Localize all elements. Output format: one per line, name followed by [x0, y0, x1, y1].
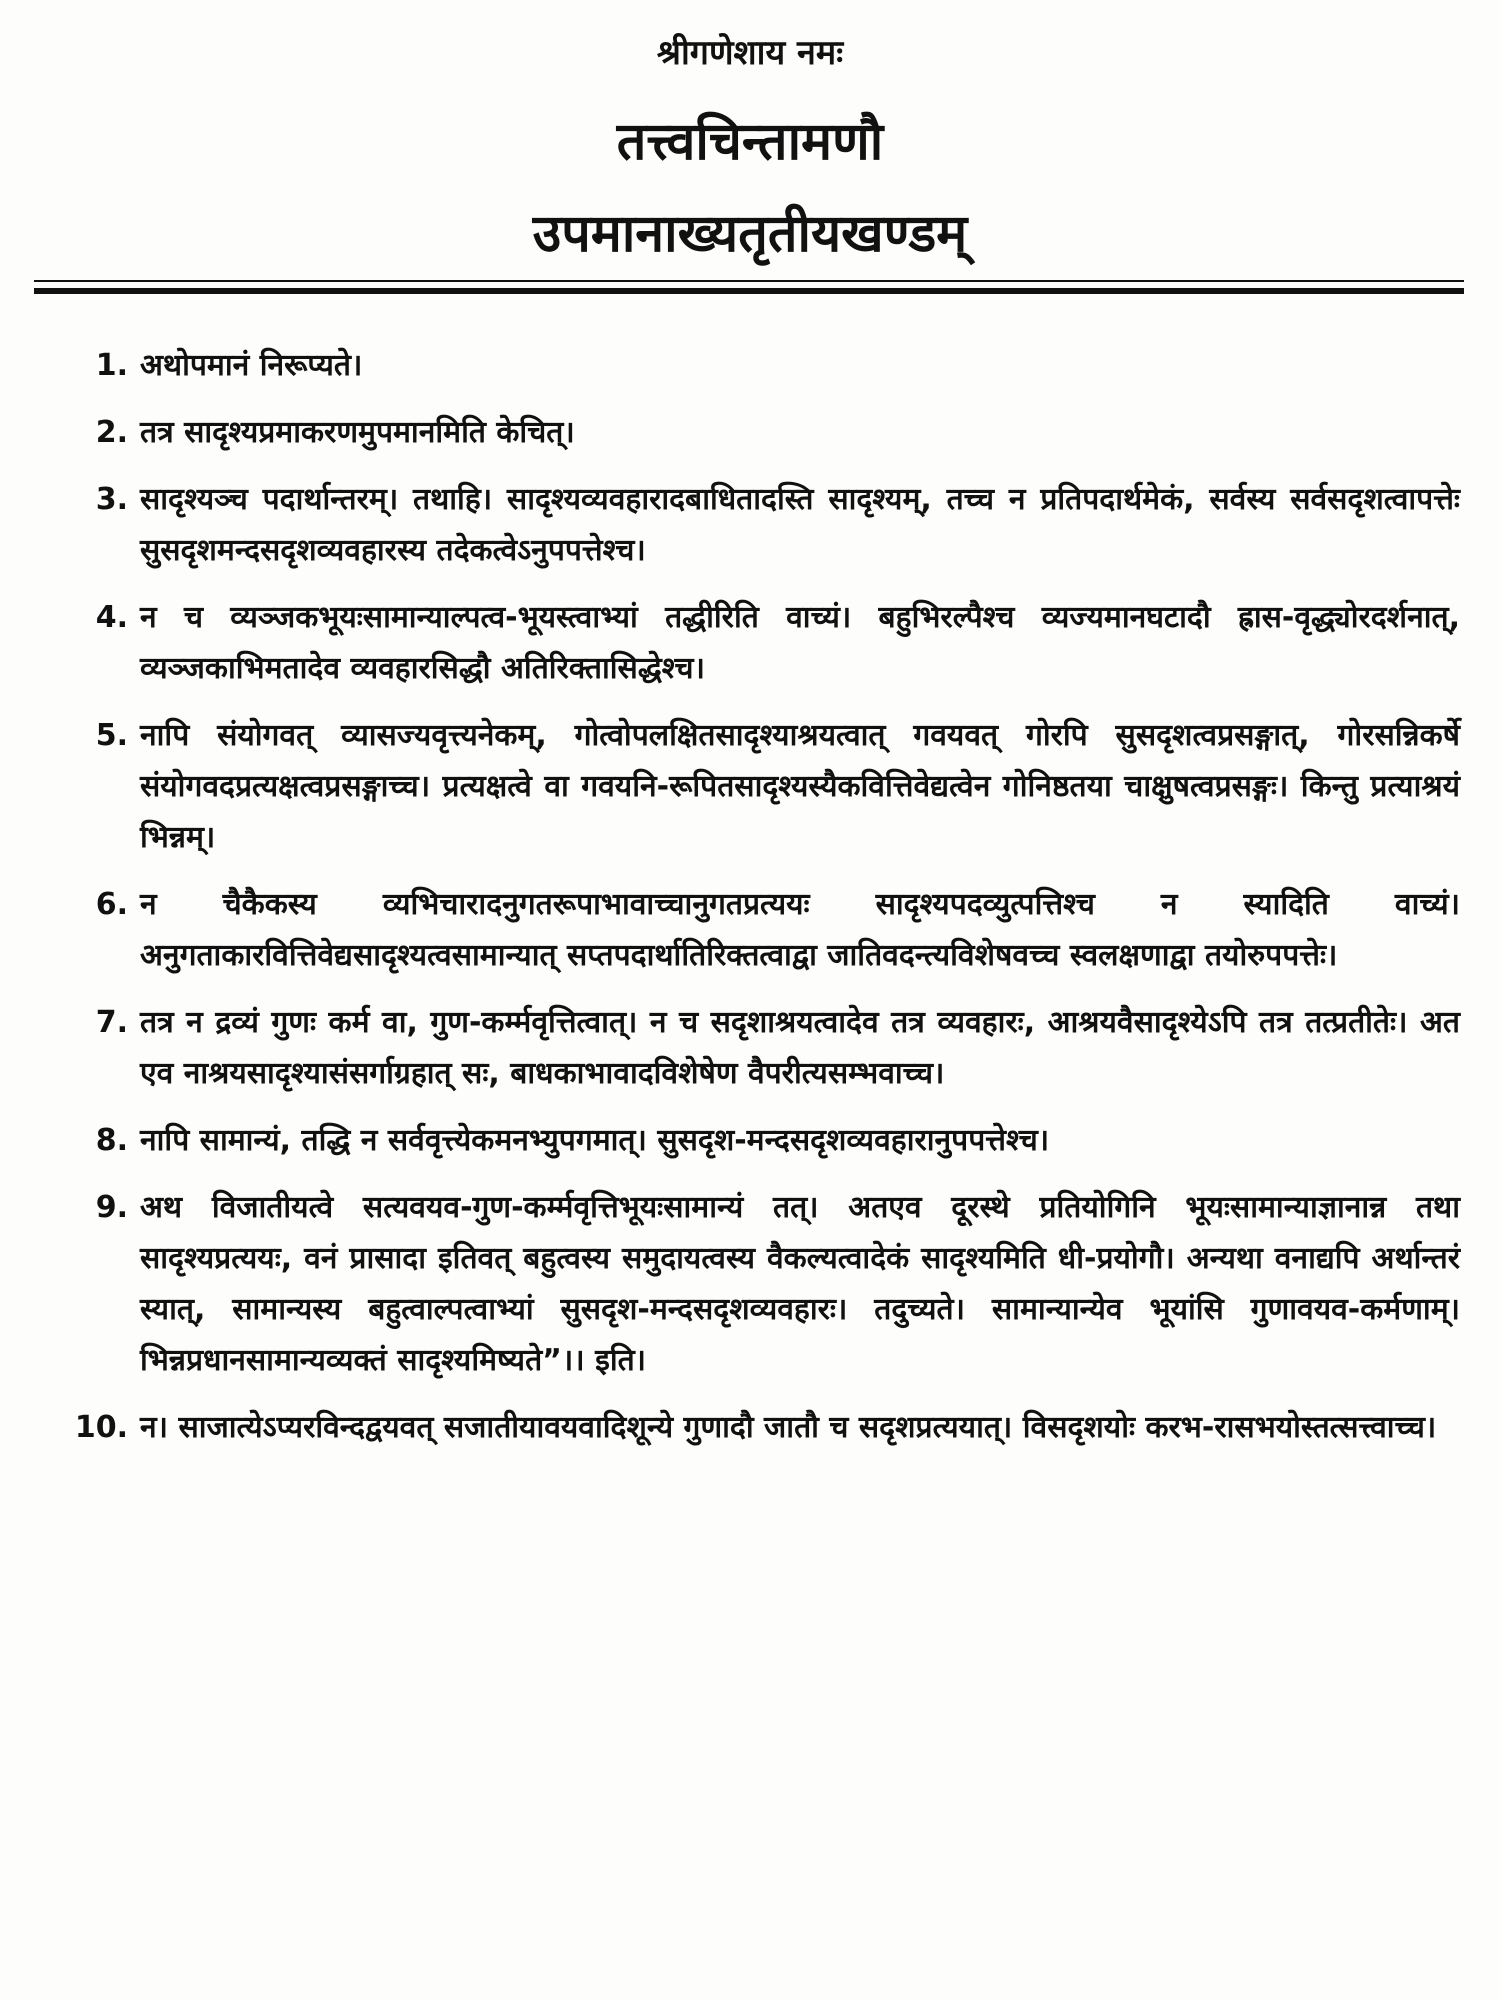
- verse-number: 4.: [95, 600, 128, 635]
- verse-text: तत्र न द्रव्यं गुणः कर्म वा, गुण-कर्म्मवृत्तित्वात्। न च सदृशाश्रयत्वादेव तत्र व्यवहारः, आश्रयवैसादृश्येऽपि तत्र तत्प्रतीतेः। अत एव नाश्रयसादृश्यासंसर्गाग्रहात् सः, बाधकाभावादविशेषेण वैपरीत्यसम्भवाच्च।: [140, 1005, 1460, 1091]
- page-subtitle: उपमानाख्यतृतीयखण्डम्: [532, 204, 968, 264]
- page-title: तत्त्वचिन्तामणौ: [616, 112, 884, 172]
- verse-4: [60, 592, 1460, 694]
- verse-1: [60, 340, 1460, 391]
- header-rule-thin: [34, 280, 1464, 282]
- verse-text: न च व्यञ्जकभूयःसामान्याल्पत्व-भूयस्त्वाभ्यां तद्धीरिति वाच्यं। बहुभिरल्पैश्च व्यज्यमानघटादौ ह्रास-वृद्ध्योरदर्शनात्, व्यञ्जकाभिमतादेव व्यवहारसिद्धौ अतिरिक्तासिद्धेश्च।: [140, 600, 1460, 686]
- verse-8: [60, 1115, 1460, 1166]
- header-rule-thick: [34, 288, 1464, 294]
- verse-text: तत्र सादृश्यप्रमाकरणमुपमानमिति केचित्।: [140, 415, 575, 450]
- verse-number: 2.: [95, 415, 128, 450]
- verse-number: 8.: [95, 1123, 128, 1158]
- verse-number: 10.: [74, 1410, 128, 1445]
- verse-number: 9.: [95, 1190, 128, 1225]
- verse-text: न। साजात्येऽप्यरविन्दद्वयवत् सजातीयावयवादिशून्ये गुणादौ जातौ च सदृशप्रत्ययात्। विसदृशयोः करभ-रासभयोस्तत्सत्त्वाच्च।: [140, 1410, 1437, 1445]
- verse-9: [60, 1182, 1460, 1386]
- verse-number: 3.: [95, 482, 128, 517]
- verse-7: [60, 997, 1460, 1099]
- verse-text: सादृश्यञ्च पदार्थान्तरम्। तथाहि। सादृश्यव्यवहारादबाधितादस्ति सादृश्यम्, तच्च न प्रतिपदार्थमेकं, सर्वस्य सर्वसदृशत्वापत्तेः सुसदृशमन्दसदृशव्यवहारस्य तदेकत्वेऽनुपपत्तेश्च।: [140, 482, 1460, 568]
- verse-text: न चैकैकस्य व्यभिचारादनुगतरूपाभावाच्चानुगतप्रत्ययः सादृश्यपदव्युत्पत्तिश्च न स्यादिति वाच्यं। अनुगताकारवित्तिवेद्यसादृश्यत्वसामान्यात् सप्तपदार्थातिरिक्तत्वाद्वा जातिवदन्त्यविशेषवच्च स्वलक्षणाद्वा तयोरुपपत्तेः।: [140, 887, 1460, 973]
- verse-2: [60, 407, 1460, 458]
- verse-number: 1.: [95, 348, 128, 383]
- verse-text: अथ विजातीयत्वे सत्यवयव-गुण-कर्म्मवृत्तिभूयःसामान्यं तत्। अतएव दूरस्थे प्रतियोगिनि भूयःसामान्याज्ञानान्न तथा सादृश्यप्रत्ययः, वनं प्रासादा इतिवत् बहुत्वस्य समुदायत्वस्य वैकल्यत्वादेकं सादृश्यमिति धी-प्रयोगौ। अन्यथा वनाद्यपि अर्थान्तरं स्यात्, सामान्यस्य बहुत्वाल्पत्वाभ्यां सुसदृश-मन्दसदृशव्यवहारः। तदुच्यते। सामान्यान्येव भूयांसि गुणावयव-कर्मणाम्। भिन्नप्रधानसामान्यव्यक्तं सादृश्यमिष्यते”।। इति।: [140, 1190, 1460, 1378]
- verse-list: [60, 340, 1460, 1469]
- verse-text: नापि सामान्यं, तद्धि न सर्ववृत्त्येकमनभ्युपगमात्। सुसदृश-मन्दसदृशव्यवहारानुपपत्तेश्च।: [140, 1123, 1050, 1158]
- verse-number: 5.: [95, 718, 128, 753]
- verse-number: 6.: [95, 887, 128, 922]
- verse-10: [60, 1402, 1460, 1453]
- verse-6: [60, 879, 1460, 981]
- invocation-heading: श्रीगणेशाय नमः: [656, 33, 844, 73]
- verse-text: नापि संयोगवत् व्यासज्यवृत्त्यनेकम्, गोत्वोपलक्षितसादृश्याश्रयत्वात् गवयवत् गोरपि सुसदृशत्वप्रसङ्गात्, गोरसन्निकर्षे संयोगवदप्रत्यक्षत्वप्रसङ्गाच्च। प्रत्यक्षत्वे वा गवयनि-रूपितसादृश्यस्यैकवित्तिवेद्यत्वेन गोनिष्ठतया चाक्षुषत्वप्रसङ्गः। किन्तु प्रत्याश्रयं भिन्नम्।: [140, 718, 1460, 855]
- verse-5: [60, 710, 1460, 863]
- verse-3: [60, 474, 1460, 576]
- verse-text: अथोपमानं निरूप्यते।: [140, 348, 363, 383]
- verse-number: 7.: [95, 1005, 128, 1040]
